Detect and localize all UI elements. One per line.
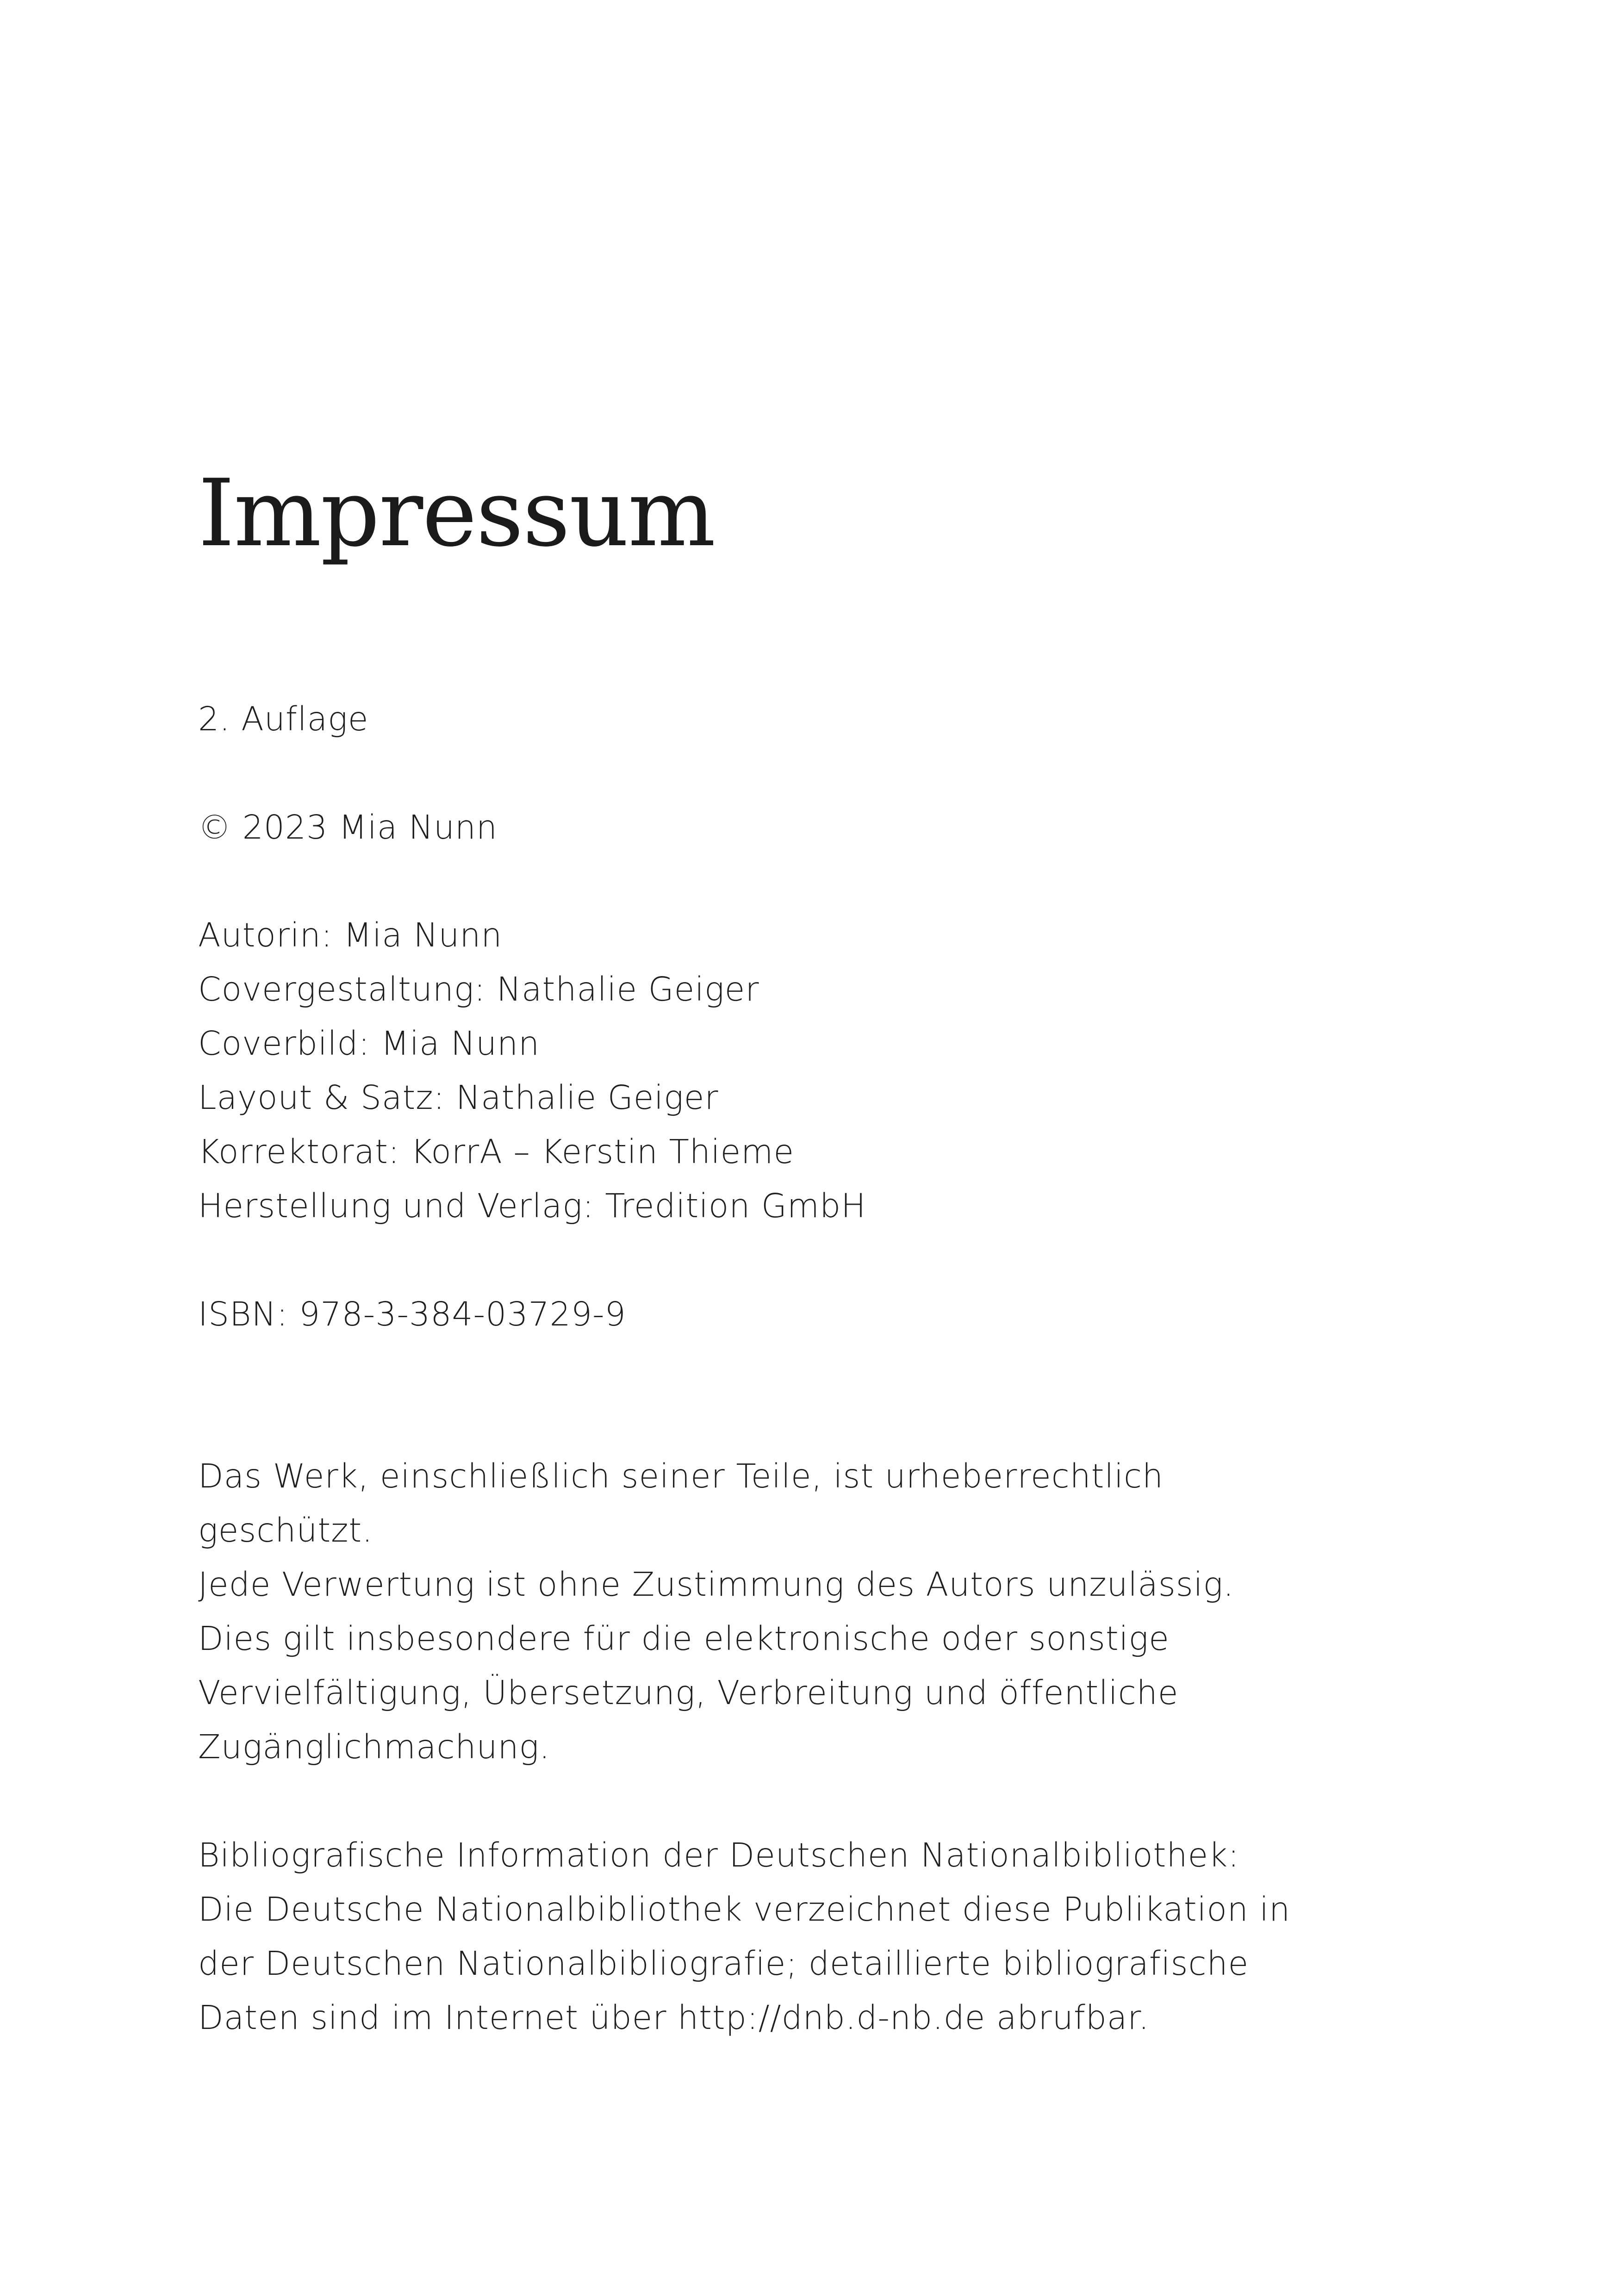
credit-cover-design: Covergestaltung: Nathalie Geiger — [198, 970, 759, 1008]
credit-proofreading: Korrektorat: KorrA – Kerstin Thieme — [198, 1132, 795, 1171]
bibliographic-line: Daten sind im Internet über http://dnb.d-nb.de abrufbar. — [198, 1998, 1150, 2037]
rights-line: Zugänglichmachung. — [198, 1728, 550, 1766]
copyright-text: © 2023 Mia Nunn — [198, 808, 498, 846]
isbn-text: ISBN: 978-3-384-03729-9 — [198, 1295, 626, 1333]
page-title: Impressum — [198, 460, 715, 567]
credit-author: Autorin: Mia Nunn — [198, 916, 503, 954]
rights-line: Dies gilt insbesondere für die elektronische oder sonstige — [198, 1619, 1170, 1658]
rights-line: Jede Verwertung ist ohne Zustimmung des Autors unzulässig. — [198, 1565, 1234, 1604]
edition-text: 2. Auflage — [198, 700, 369, 738]
bibliographic-line: der Deutschen Nationalbibliografie; detaillierte bibliografische — [198, 1944, 1249, 1983]
rights-line: Vervielfältigung, Übersetzung, Verbreitung und öffentliche — [198, 1674, 1179, 1712]
bibliographic-line: Bibliografische Information der Deutschen Nationalbibliothek: — [198, 1836, 1240, 1874]
bibliographic-line: Die Deutsche Nationalbibliothek verzeichnet diese Publikation in — [198, 1890, 1291, 1929]
credit-cover-image: Coverbild: Mia Nunn — [198, 1024, 540, 1063]
credit-publisher: Herstellung und Verlag: Tredition GmbH — [198, 1187, 866, 1225]
rights-line: Das Werk, einschließlich seiner Teile, ist urheberrechtlich — [198, 1457, 1164, 1495]
credit-layout: Layout & Satz: Nathalie Geiger — [198, 1078, 719, 1117]
rights-line: geschützt. — [198, 1511, 373, 1549]
